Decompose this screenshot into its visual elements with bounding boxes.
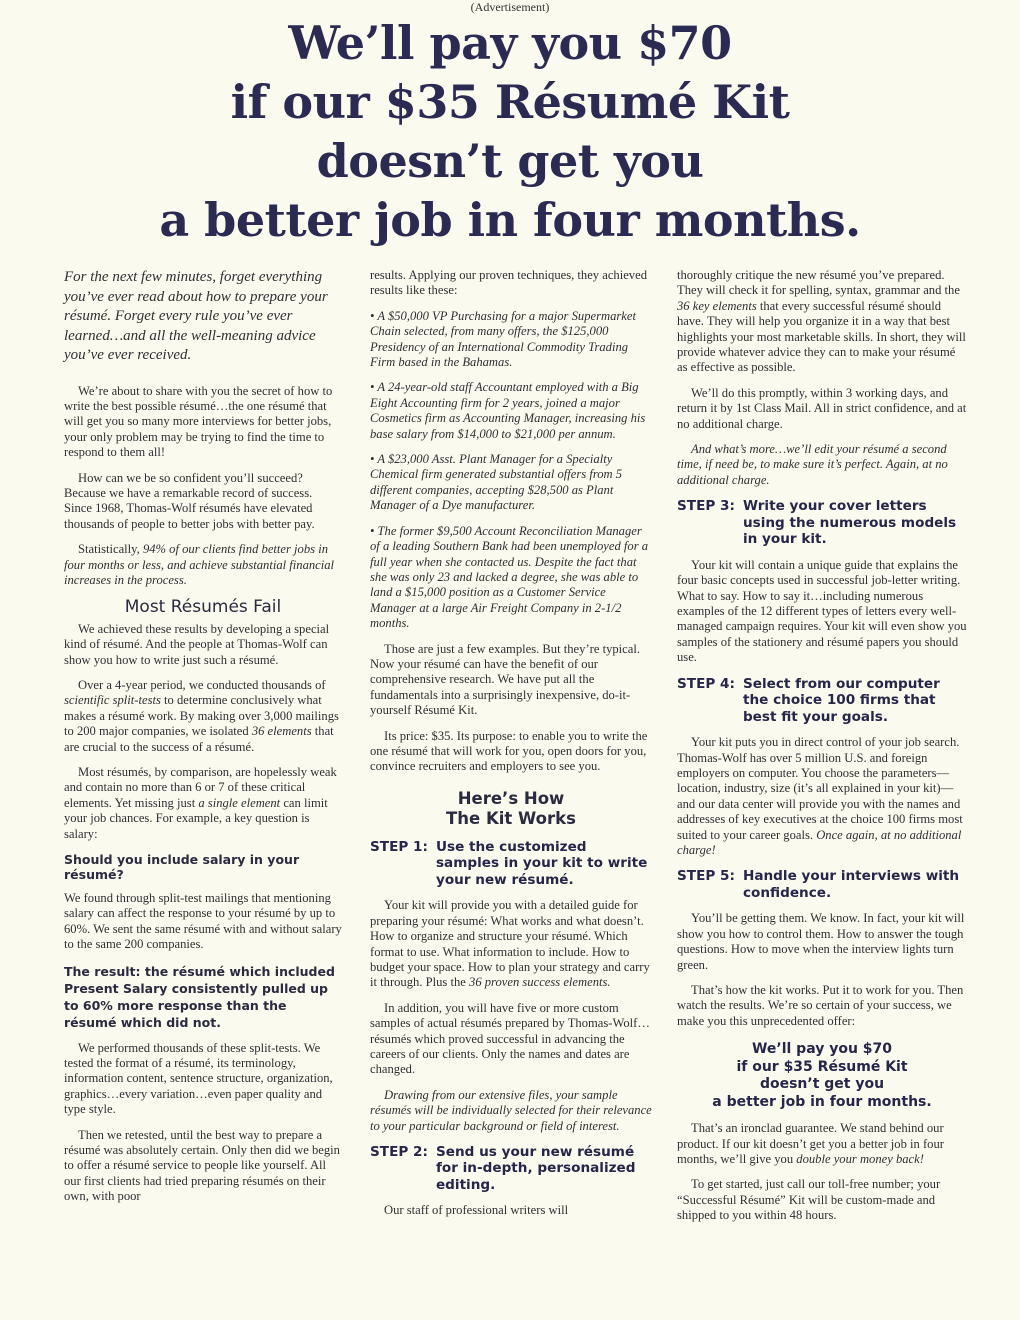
- text: thoroughly critique the new résumé you’ve prepared. They will check it for spelling, syntax, grammar and the: [677, 268, 960, 298]
- italic-text: scientific split-tests: [64, 693, 161, 708]
- question-heading: Should you include salary in your résumé?: [64, 852, 300, 883]
- step-3-heading: [677, 498, 967, 548]
- paragraph: Our staff of professional writers will: [384, 1203, 569, 1218]
- testimonial-bullet: • A $23,000 Asst. Plant Manager for a Specialty Chemical firm generated substantial offers from 5 different companies, accepting $28,500 as Plant Manager of a Dye manufacturer.: [370, 452, 623, 513]
- text: Most résumés, by comparison, are hopelessly weak and contain no more than 6 or 7 of these critical elements. Yet missing just: [64, 765, 337, 810]
- paragraph: [64, 542, 342, 588]
- italic-text: Once again, at no additional charge!: [677, 827, 962, 857]
- paragraph: And what’s more…we’ll edit your résumé a second time, if need be, to make sure it’s perfect. Again, at no additional charge.: [677, 442, 948, 487]
- how-line-1: Here’s How: [457, 788, 565, 808]
- paragraph: We’re about to share with you the secret of how to write the best possible résumé…the one résumé that will get you so many more interviews for better jobs, your only problem may be trying to find the time to respond to them all!: [64, 383, 333, 460]
- paragraph: We achieved these results by developing a special kind of résumé. And the people at Thomas-Wolf can show you how to write just such a résumé.: [64, 621, 330, 667]
- text: Your kit puts you in direct control of your job search. Thomas-Wolf has over 5 million U.S. and foreign employers on computer. You choose the parameters—location, industry, size (it’s all explained in your kit)—and our data center will provide you with the names and addresses of key executives at the choice 100 firms most suited to your career goals.: [677, 735, 963, 842]
- step-title: Select from our computer the choice 100 firms that best fit your goals.: [742, 675, 940, 725]
- headline-line-4: a better job in four months.: [159, 193, 861, 247]
- text: That’s an ironclad guarantee. We stand behind our product. If our kit doesn’t get you a better job in four months, we’ll give you: [677, 1121, 944, 1167]
- paragraph: To get started, just call our toll-free number; your “Successful Résumé” Kit will be custom-made and shipped to you within 48 hours.: [677, 1177, 941, 1223]
- paragraph: You’ll be getting them. We know. In fact, your kit will show you how to control them. How to answer the tough questions. How to move when the interview lights turn green.: [677, 911, 965, 972]
- result-callout: The result: the résumé which included Present Salary consistently pulled up to 60% more response than the résumé which did not.: [64, 963, 335, 1030]
- paragraph: We performed thousands of these split-tests. We tested the format of a résumé, its terminology, information content, sentence structure, organization, graphics…every variation…even paper quality and type style.: [64, 1040, 333, 1117]
- guarantee-line-4: a better job in four months.: [712, 1093, 932, 1110]
- headline: [30, 14, 990, 250]
- text: Statistically,: [78, 542, 143, 557]
- testimonial-bullet: • A 24-year-old staff Accountant employed with a Big Eight Accounting firm for 2 years, joined a major Cosmetics firm as Accounting Manager, increasing his base salary from $14,000 to $21,000 per annum.: [370, 380, 646, 441]
- text: that are crucial to the success of a résumé.: [64, 724, 334, 754]
- text: to determine conclusively what makes a résumé work. By making over 3,000 mailings to 200 major companies, we isolated: [64, 693, 339, 739]
- guarantee-line-1: We’ll pay you $70: [751, 1041, 893, 1058]
- section-heading: Most Résumés Fail: [124, 597, 282, 618]
- step-number: STEP 4:: [677, 675, 735, 692]
- step-title: Use the customized samples in your kit to write your new résumé.: [435, 838, 648, 888]
- advertisement-tag: (Advertisement): [470, 0, 550, 14]
- step-number: STEP 3:: [677, 498, 735, 515]
- paragraph: That’s how the kit works. Put it to work for you. Then watch the results. We’re so certain of your success, we make you this unprecedented offer:: [677, 983, 964, 1028]
- step-number: STEP 5:: [677, 868, 735, 885]
- italic-text: 94% of our clients find better jobs in four months or less, and achieve substantial financial increases in the process.: [64, 542, 335, 587]
- paragraph: Its price: $35. Its purpose: to enable you to write the one résumé that will work for you, open doors for you, convince recruiters and employers to see you.: [370, 728, 648, 774]
- paragraph: [64, 765, 342, 842]
- step-1-heading: [370, 839, 652, 889]
- lead-paragraph: For the next few minutes, forget everything you’ve ever read about how to prepare your résumé. Forget every rule you’ve ever learned…and all the well-meaning advice you’ve ever received.: [64, 269, 328, 363]
- guarantee-line-2: if our $35 Résumé Kit: [736, 1058, 908, 1075]
- step-title: Handle your interviews with confidence.: [742, 868, 960, 901]
- paragraph: We’ll do this promptly, within 3 working days, and return it by 1st Class Mail. All in strict confidence, and at no additional charge.: [677, 385, 967, 431]
- step-2-heading: [370, 1144, 652, 1194]
- step-5-heading: [677, 868, 967, 901]
- paragraph: Drawing from our extensive files, your sample résumés will be individually selected for their relevance to your particular background or field of interest.: [370, 1087, 652, 1133]
- step-title: Write your cover letters using the numerous models in your kit.: [742, 498, 957, 548]
- paragraph: results. Applying our proven techniques, they achieved results like these:: [370, 268, 647, 298]
- text: that every successful résumé should have. They will help you organize it in a way that best highlights your most marketable skills. In short, they will provide whatever advice they can to make your résumé as effective as possible.: [677, 298, 966, 375]
- paragraph: [677, 1121, 967, 1167]
- paragraph: [677, 735, 967, 858]
- testimonial-bullet: • A $50,000 VP Purchasing for a major Supermarket Chain selected, from many offers, the $125,000 Presidency of an International Commodity Trading Firm based in the Bahamas.: [370, 308, 636, 370]
- guarantee-line-3: doesn’t get you: [759, 1076, 885, 1093]
- paragraph: How can we be so confident you’ll succeed? Because we have a remarkable record of success. Since 1968, Thomas-Wolf résumés have elevated thousands of people to better jobs with better pay.: [64, 470, 315, 531]
- step-title: Send us your new résumé for in-depth, personalized editing.: [435, 1143, 636, 1193]
- how-line-2: The Kit Works: [446, 808, 576, 828]
- step-number: STEP 2:: [370, 1143, 428, 1160]
- text: can limit your job chances. For example, a key question is salary:: [64, 795, 328, 841]
- paragraph: We found through split-test mailings that mentioning salary can affect the response to your résumé by up to 60%. We sent the same résumé with and without salary to the same 200 companies.: [64, 890, 342, 952]
- headline-line-1: We’ll pay you $70: [288, 16, 732, 70]
- italic-text: 36 elements: [251, 724, 312, 739]
- step-number: STEP 1:: [370, 838, 428, 855]
- guarantee-heading: [677, 1041, 967, 1111]
- italic-text: 36 key elements: [677, 298, 757, 313]
- column-2: [370, 268, 652, 1229]
- paragraph: Your kit will contain a unique guide that explains the four basic concepts used in successful job-letter writing. What to say. How to say it…including numerous examples of the 12 different types of letters every well-managed campaign requires. Your kit will even show you samples of the stationery and résumé papers you should use.: [677, 557, 967, 665]
- paragraph: [370, 898, 652, 990]
- how-it-works-heading: [370, 789, 652, 829]
- headline-line-3: doesn’t get you: [316, 134, 704, 188]
- italic-text: a single element: [198, 795, 281, 810]
- testimonial-bullet: • The former $9,500 Account Reconciliation Manager of a leading Southern Bank had been unemployed for a full year when she contacted us. Despite the fact that she was only 23 and lacked a degree, she was able to land a $15,000 position as a Customer Service Manager at a large Air Freight Company in 2-1/2 months.: [370, 523, 649, 631]
- headline-line-2: if our $35 Résumé Kit: [230, 75, 790, 129]
- column-3: [677, 268, 967, 1234]
- text: Over a 4-year period, we conducted thousands of: [78, 678, 326, 692]
- paragraph: Then we retested, until the best way to prepare a résumé was absolutely certain. Only then did we begin to offer a résumé service to people like yourself. All our first clients had tried preparing résumés on their own, with poor: [64, 1127, 340, 1204]
- paragraph: [64, 678, 342, 755]
- step-4-heading: [677, 676, 967, 726]
- paragraph: Those are just a few examples. But they’re typical. Now your résumé can have the benefit of our comprehensive research. We have put all the fundamentals into a surprisingly inexpensive, do-it-yourself Résumé Kit.: [370, 641, 640, 718]
- paragraph: In addition, you will have five or more custom samples of actual résumés prepared by Thomas-Wolf…résumés which proved successful in advancing the careers of our clients. Only the names and dates are changed.: [370, 1000, 650, 1077]
- italic-text: double your money back!: [796, 1152, 924, 1167]
- paragraph: [677, 268, 967, 376]
- column-1: [64, 268, 342, 1215]
- text: Your kit will provide you with a detailed guide for preparing your résumé: What works and what doesn’t. How to organize and structure your résumé. Which format to use. What information to include. How to budget your space. How to plan your strategy and carry it through. Plus the: [370, 898, 650, 990]
- italic-text: 36 proven success elements.: [469, 975, 611, 990]
